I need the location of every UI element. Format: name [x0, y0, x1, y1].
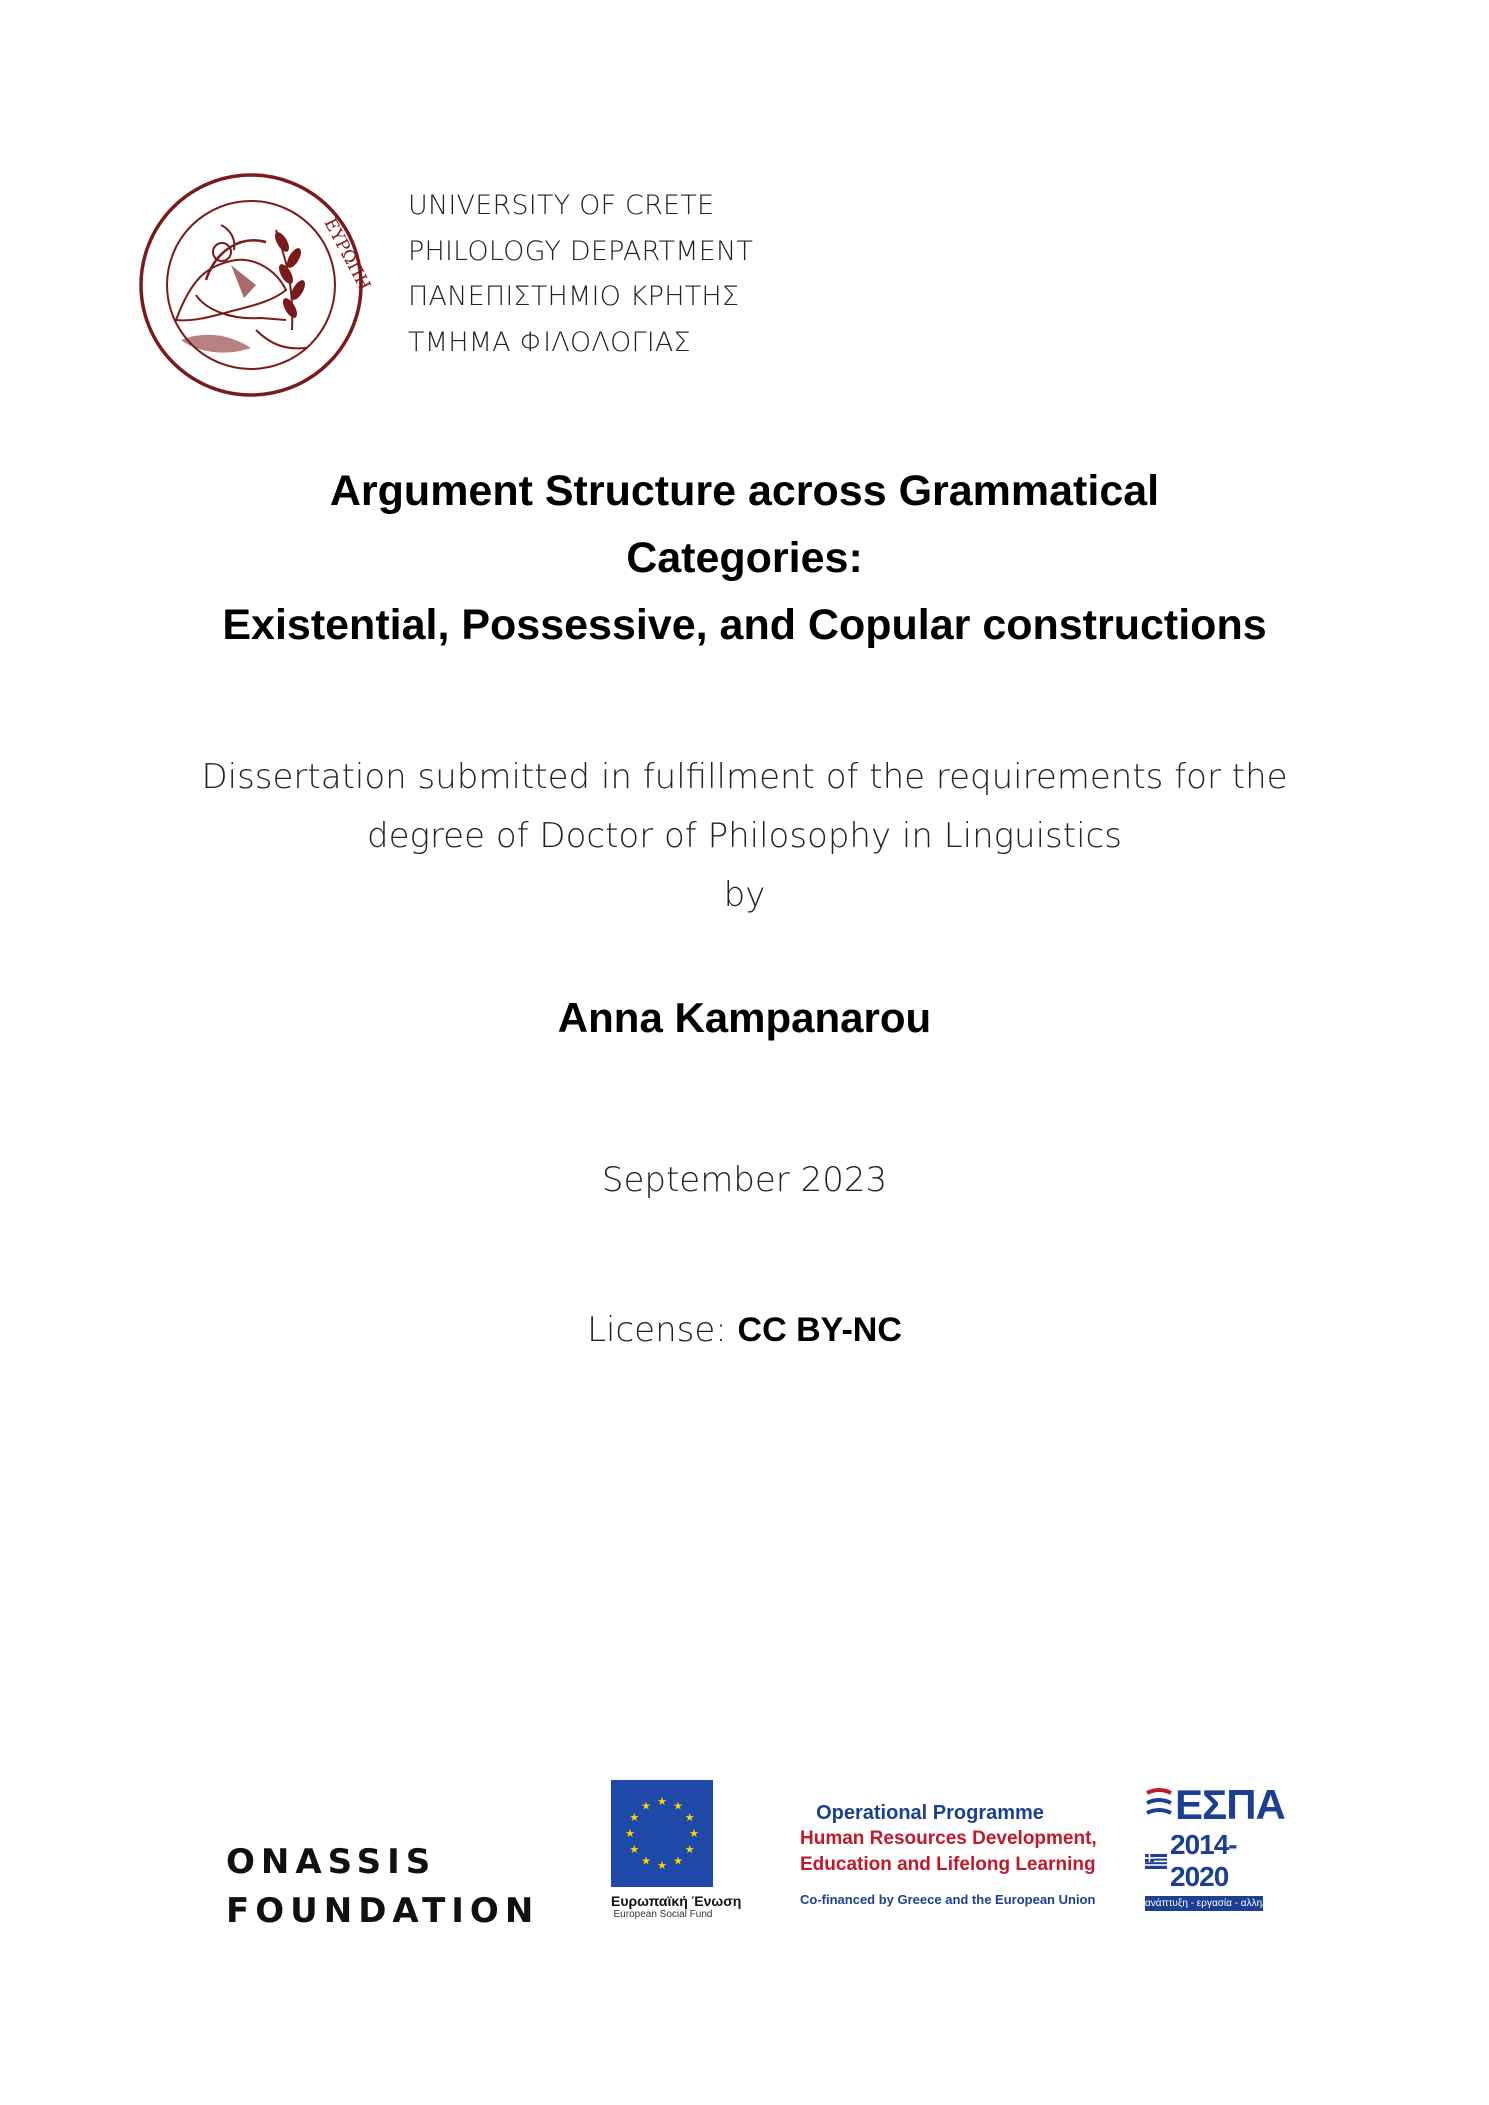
title-line: Categories:	[626, 534, 863, 582]
license-label: License:	[587, 1310, 738, 1350]
eu-star-icon: ★	[657, 1795, 667, 1808]
eu-star-icon: ★	[673, 1854, 683, 1868]
op-line2: Human Resources Development,	[800, 1828, 1097, 1849]
seal-lettering: ΕΥΡΩΠΗ	[319, 214, 375, 294]
onassis-line1: ONASSIS	[226, 1842, 437, 1882]
title-line: Argument Structure across Grammatical	[329, 467, 1160, 515]
espa-mark-icon	[1145, 1785, 1173, 1825]
eu-caption: Ευρωπαϊκή Ένωση	[611, 1893, 742, 1909]
institution-line: PHILOLOGY DEPARTMENT	[408, 235, 754, 267]
op-line3: Education and Lifelong Learning	[800, 1854, 1096, 1875]
submission-date: September 2023	[601, 1160, 888, 1200]
submission-statement	[100, 748, 1389, 925]
onassis-line2: FOUNDATION	[226, 1891, 540, 1931]
eu-star-icon: ★	[641, 1799, 651, 1813]
eu-subcaption: European Social Fund	[613, 1909, 713, 1920]
institution-line: ΠΑΝΕΠΙΣΤΗΜΙΟ ΚΡΗΤΗΣ	[408, 281, 740, 312]
eu-star-icon: ★	[629, 1811, 640, 1824]
op-line1: Operational Programme	[816, 1802, 1044, 1824]
espa-tagline: ανάπτυξη - εργασία - αλληλεγγύη	[1145, 1898, 1293, 1909]
op-cofinanced: Co-financed by Greece and the European Union	[800, 1892, 1096, 1907]
eu-star-icon: ★	[673, 1799, 683, 1813]
institution-line: ΤΜΗΜΑ ΦΙΛΟΛΟΓΙΑΣ	[408, 326, 691, 358]
institution-line: UNIVERSITY OF CRETE	[408, 190, 715, 221]
eu-star-icon: ★	[629, 1843, 640, 1856]
onassis-foundation-logo	[226, 1838, 539, 1936]
eu-star-icon: ★	[684, 1811, 695, 1824]
eu-star-icon: ★	[641, 1854, 651, 1868]
eu-star-icon: ★	[657, 1859, 667, 1872]
institution-block	[408, 183, 753, 365]
university-seal-logo	[136, 170, 375, 400]
submission-line: by	[723, 875, 766, 915]
eu-star-icon: ★	[625, 1827, 635, 1840]
title-line: Existential, Possessive, and Copular constructions	[222, 601, 1267, 649]
eu-flag-icon	[611, 1780, 713, 1887]
license-line	[100, 1310, 1389, 1350]
eu-social-fund-logo	[611, 1780, 742, 1920]
submission-line: degree of Doctor of Philosophy in Linguistics	[367, 816, 1122, 856]
espa-logo	[1145, 1781, 1293, 1911]
espa-name: ΕΣΠΑ	[1175, 1781, 1285, 1828]
operational-programme-logo	[800, 1800, 1097, 1907]
espa-years: 2014-2020	[1170, 1829, 1237, 1892]
author-name: Anna Kampanarou	[557, 994, 932, 1041]
eu-star-icon: ★	[689, 1827, 699, 1840]
eu-star-icon: ★	[684, 1843, 695, 1856]
dissertation-title	[100, 458, 1389, 659]
eu-stars-icon	[611, 1780, 713, 1887]
submission-line: Dissertation submitted in fulfillment of the requirements for the	[201, 757, 1288, 797]
greek-flag-icon	[1145, 1854, 1167, 1869]
license-value: CC BY-NC	[737, 1311, 902, 1349]
